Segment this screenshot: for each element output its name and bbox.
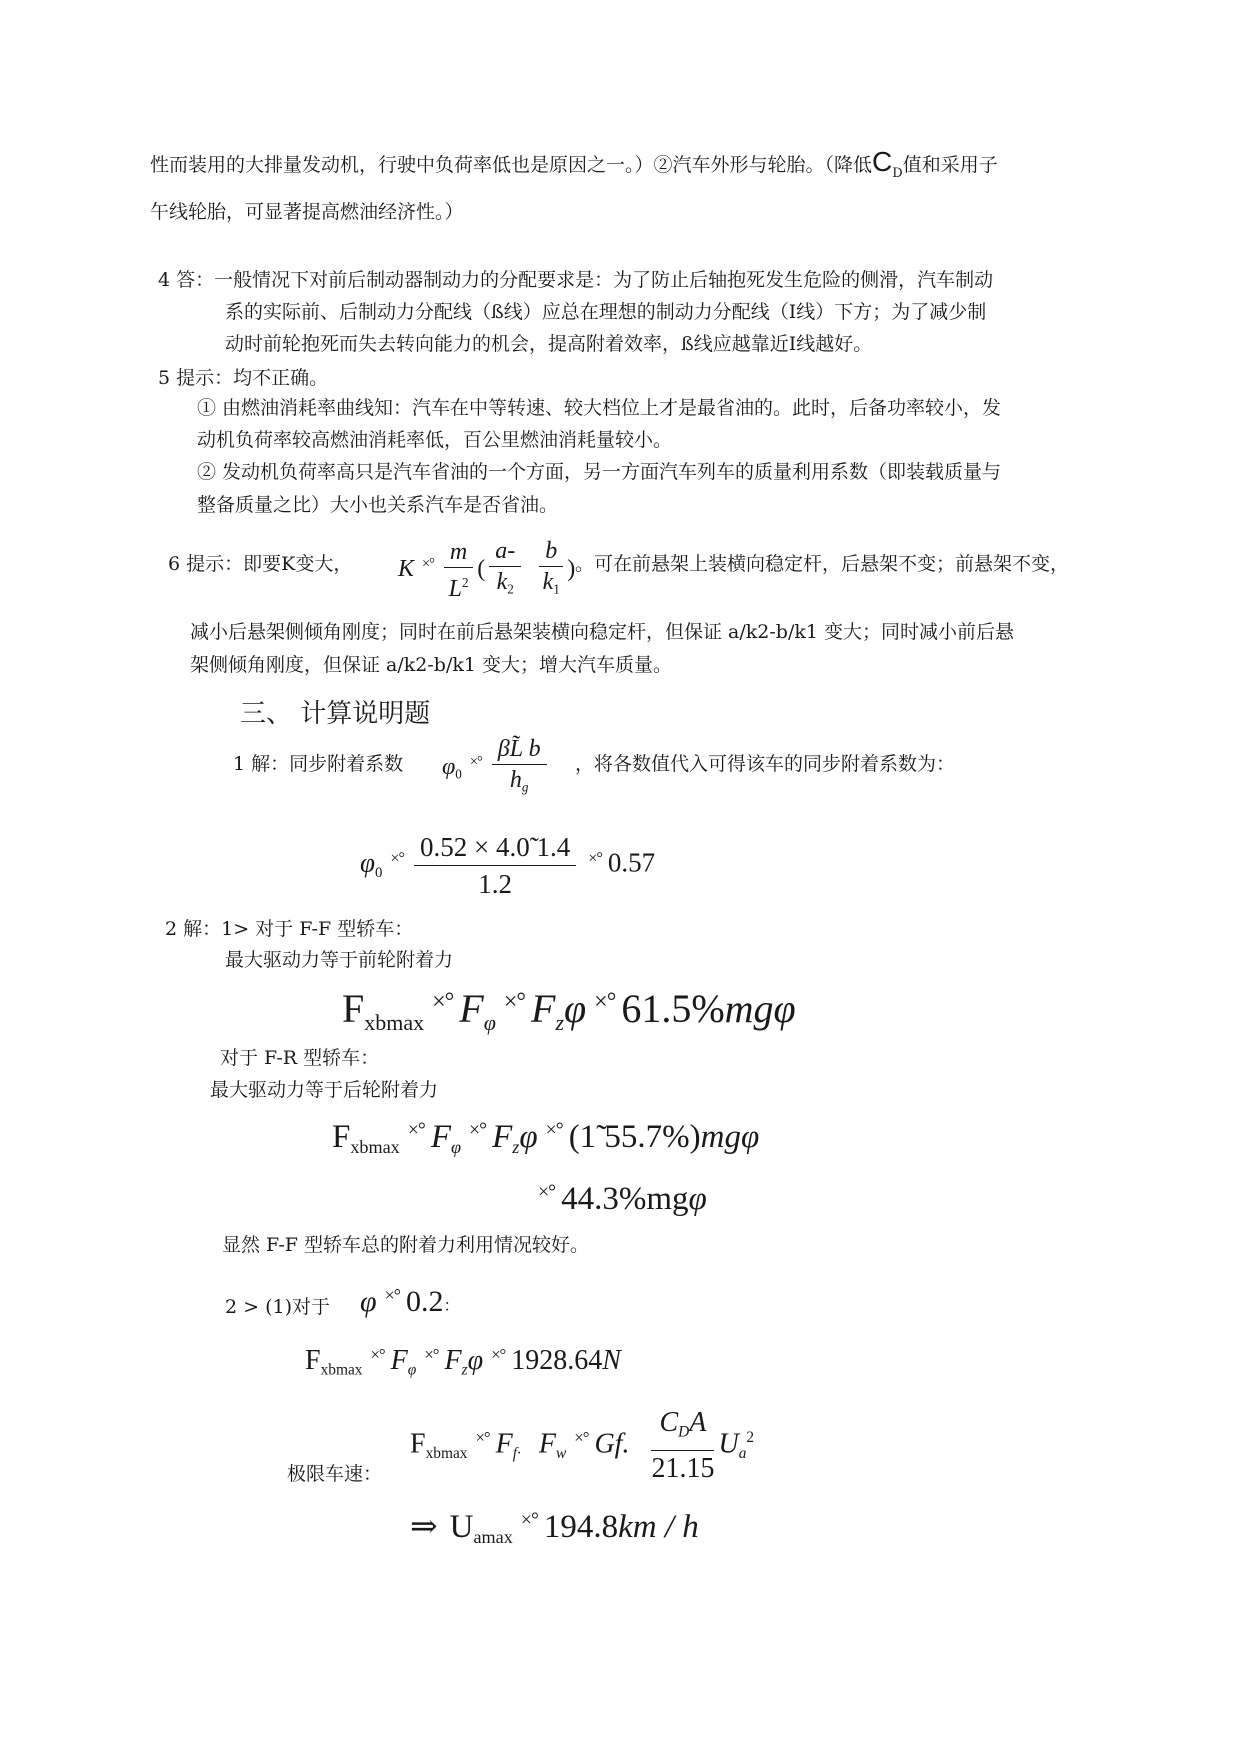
symbol-phi: φ <box>519 1118 538 1155</box>
denominator <box>539 567 563 604</box>
equals-glyph: ×° <box>491 1345 506 1364</box>
text-line: 1 解：同步附着系数 <box>233 753 404 775</box>
subscript: φ <box>483 1009 496 1035</box>
result-value: 0.57 <box>607 847 656 878</box>
symbol-f: F <box>531 986 556 1032</box>
text-line: ，将各数值代入可得该车的同步附着系数为： <box>575 753 956 775</box>
unit: km / h <box>618 1508 699 1545</box>
symbol-f: F <box>492 1118 513 1155</box>
formula-phi0 <box>442 735 551 802</box>
formula-umax <box>410 1500 699 1557</box>
symbol-f: F <box>305 1345 321 1377</box>
symbol-u: U <box>449 1508 474 1545</box>
equals-glyph: ×° <box>432 989 454 1015</box>
subscript: 2 <box>507 581 514 597</box>
symbol-f: F <box>538 1428 556 1460</box>
equals-glyph: ×° <box>469 753 482 770</box>
denominator: 1.2 <box>478 869 512 899</box>
subscript: xbmax <box>364 1009 425 1035</box>
formula-fr-result <box>530 1172 707 1219</box>
equals-glyph: ×° <box>545 1119 563 1141</box>
text-line: 2 解：1> 对于 F-F 型轿车： <box>165 918 414 940</box>
text-line: 最大驱动力等于前轮附着力 <box>225 949 454 971</box>
fraction-b-k1 <box>539 537 563 604</box>
paren: ) <box>567 555 576 582</box>
symbol-gf: Gf. <box>594 1428 630 1460</box>
symbol-k1: k <box>542 569 554 595</box>
symbol-l: L <box>448 575 462 602</box>
value: 0.2 <box>405 1284 444 1318</box>
symbol-f: F <box>495 1428 513 1460</box>
fraction-m-l2 <box>444 538 473 603</box>
equals-glyph: ×° <box>424 1345 439 1364</box>
result-value: 44.3%mg <box>561 1180 689 1217</box>
equals-glyph: ×° <box>520 1509 538 1531</box>
section-heading: 三、 计算说明题 <box>240 699 431 729</box>
numerator: a- <box>489 537 521 567</box>
text-line: ② 发动机负荷率高只是汽车省油的一个方面，另一方面汽车列车的质量利用系数（即装载质量与 <box>197 461 1002 483</box>
text-line: 5 提示：均不正确。 <box>158 367 329 389</box>
text-line: 系的实际前、后制动力分配线（ß线）应总在理想的制动力分配线（I线）下方；为了减少制 <box>225 301 987 323</box>
subscript: xbmax <box>425 1444 468 1462</box>
result-symbol: mgφ <box>724 986 796 1032</box>
symbol-c: C <box>659 1407 679 1438</box>
denominator <box>444 568 473 603</box>
unit: N <box>602 1345 621 1377</box>
subscript: xbmax <box>350 1137 400 1158</box>
subscript: z <box>555 1009 565 1035</box>
fraction <box>492 735 547 802</box>
text-line <box>150 146 998 186</box>
equals-glyph: ×° <box>384 1285 400 1305</box>
symbol-subscript: D <box>892 166 903 181</box>
equals-glyph: ×° <box>574 1428 589 1448</box>
subscript: g <box>521 779 529 795</box>
result-value: 61.5% <box>621 986 725 1032</box>
equals-glyph: ×° <box>538 1181 556 1203</box>
equals-glyph: ×° <box>407 1119 425 1141</box>
symbol-a: A <box>689 1407 707 1438</box>
symbol-k2: k <box>496 569 508 595</box>
equals-glyph: ×° <box>422 555 434 572</box>
implies-arrow-icon: ⇒ <box>410 1508 438 1545</box>
text-line <box>225 1295 330 1319</box>
numerator <box>651 1406 714 1451</box>
text-line: 对于 F-R 型轿车： <box>220 1047 380 1069</box>
formula-k <box>398 537 575 604</box>
equals-glyph: ×° <box>370 1345 385 1364</box>
subscript: f· <box>512 1444 521 1462</box>
formula-fr <box>332 1110 759 1167</box>
subscript: φ <box>407 1361 417 1379</box>
equals-glyph: ×° <box>475 1428 490 1448</box>
symbol-f: F <box>332 1118 351 1155</box>
symbol-phi: φ <box>360 847 375 878</box>
denominator: 21.15 <box>651 1453 715 1485</box>
equals-glyph: ×° <box>503 989 526 1015</box>
result-value: 1928.64 <box>511 1345 603 1377</box>
numerator: 0.52 × 4.0̃ 1.4 <box>414 830 576 866</box>
result-value: 194.8 <box>543 1508 619 1545</box>
symbol-phi: φ <box>688 1180 707 1217</box>
paren: ( <box>477 555 486 582</box>
symbol-phi: φ <box>360 1284 377 1318</box>
text-line: ① 由燃油消耗率曲线知：汽车在中等转速、较大档位上才是最省油的。此时，后备功率较小，发 <box>197 397 1002 419</box>
symbol-f: F <box>430 1118 451 1155</box>
text-span: 值和采用子 <box>902 154 998 176</box>
text-line: 动机负荷率较高燃油消耗率低，百公里燃油消耗量较小。 <box>197 429 673 451</box>
text-line: 。可在前悬架上装横向稳定杆，后悬架不变；前悬架不变， <box>575 553 1070 575</box>
text-line: 动时前轮抱死而失去转向能力的机会，提高附着效率，ß线应越靠近I线越好。 <box>225 333 873 355</box>
text-line: 减小后悬架侧倾角刚度；同时在前后悬架装横向稳定杆，但保证 a/k2-b/k1 变大；同时减小前后悬 <box>190 621 1014 643</box>
formula-phi0-value <box>360 830 655 901</box>
subscript: z <box>461 1361 468 1379</box>
symbol-cd: C <box>872 146 893 177</box>
symbol-phi: φ <box>564 986 587 1032</box>
numerator: βL̃ b <box>492 735 547 765</box>
equals-glyph: ×° <box>594 989 616 1015</box>
symbol-f: F <box>444 1345 462 1377</box>
equals-glyph: ×° <box>469 1119 487 1141</box>
text-span: 6 提示：即要K变大， <box>168 553 353 575</box>
subscript: 1 <box>553 581 560 597</box>
result-symbol: mgφ <box>700 1118 760 1155</box>
text-line: 显然 F-F 型轿车总的附着力利用情况较好。 <box>222 1234 590 1256</box>
subscript: 0 <box>374 864 383 881</box>
subscript: z <box>512 1137 520 1158</box>
subscript: xbmax <box>320 1361 363 1379</box>
subscript: w <box>556 1444 567 1462</box>
equals-glyph: ×° <box>588 848 602 867</box>
text-span: 性而装用的大排量发动机，行驶中负荷率低也是原因之一。）②汽车外形与轮胎。（降低 <box>150 154 873 176</box>
equals-glyph: ×° <box>390 848 404 867</box>
symbol-phi: φ <box>442 753 456 780</box>
formula-phi-value <box>360 1276 459 1326</box>
denominator <box>492 765 547 802</box>
subscript: φ <box>450 1137 462 1158</box>
symbol-k: K <box>398 555 415 582</box>
symbol-u: U <box>718 1428 739 1460</box>
text-line: 极限车速： <box>287 1463 383 1485</box>
formula-ff <box>342 978 796 1047</box>
numerator: b <box>539 537 563 567</box>
formula-speed <box>410 1406 754 1486</box>
text-line: 最大驱动力等于后轮附着力 <box>210 1079 439 1101</box>
subscript: amax <box>473 1527 513 1548</box>
fraction <box>414 830 576 901</box>
subscript: a <box>738 1444 747 1462</box>
text-line: 架侧倾角刚度，但保证 a/k2-b/k1 变大；增大汽车质量。 <box>190 654 672 676</box>
superscript: 2 <box>746 1428 755 1446</box>
text-span: 2 > (1)对于 <box>225 1296 331 1318</box>
symbol-f: F <box>342 986 365 1032</box>
text-line <box>168 552 352 576</box>
formula-fxbmax <box>305 1338 621 1388</box>
colon: ： <box>443 1297 460 1315</box>
symbol-h: h <box>509 767 522 793</box>
symbol-f: F <box>459 986 484 1032</box>
symbol-f: F <box>390 1345 408 1377</box>
text-line: 整备质量之比）大小也关系汽车是否省油。 <box>197 494 559 516</box>
numerator: m <box>444 538 473 568</box>
subscript: 0 <box>455 766 462 782</box>
text-line: 午线轮胎，可显著提高燃油经济性。） <box>150 201 464 223</box>
text-line: 4 答：一般情况下对前后制动器制动力的分配要求是：为了防止后轴抱死发生危险的侧滑，汽车制动 <box>158 269 994 291</box>
symbol-phi: φ <box>467 1345 484 1377</box>
denominator <box>489 567 521 604</box>
result-value: (1̃ 55.7%) <box>568 1118 701 1155</box>
superscript: 2 <box>461 574 469 590</box>
symbol-f: F <box>410 1428 426 1460</box>
fraction-a-k2 <box>489 537 521 604</box>
fraction-cda <box>651 1406 714 1486</box>
subscript: D <box>678 1423 690 1441</box>
